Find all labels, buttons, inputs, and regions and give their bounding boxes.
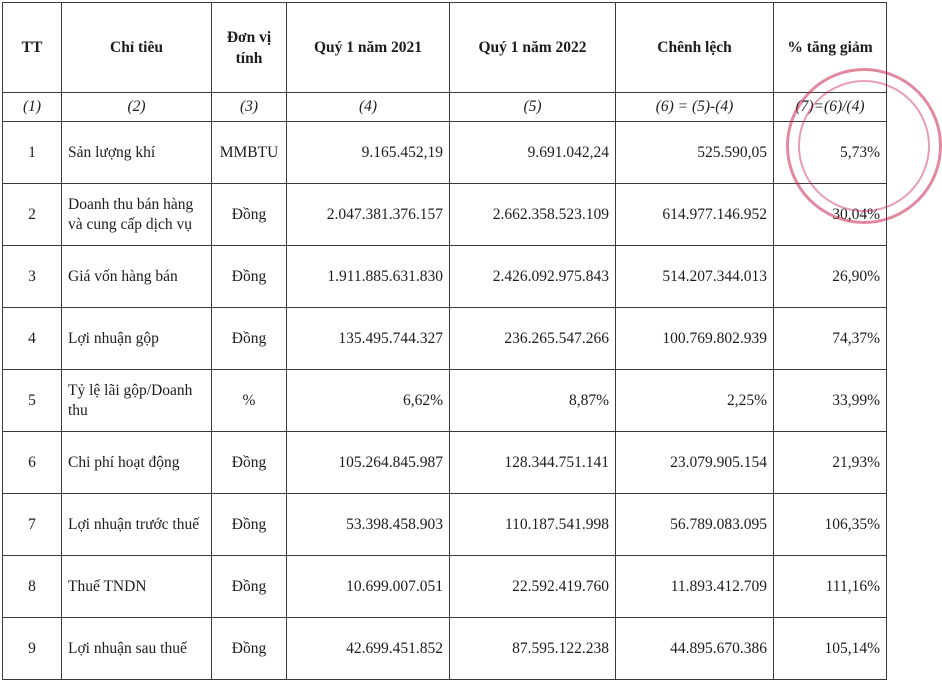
row-q1-2021: 9.165.452,19	[287, 122, 450, 184]
row-q1-2021: 135.495.744.327	[287, 308, 450, 370]
row-unit: Đồng	[212, 494, 287, 556]
header-q1-2021: Quý 1 năm 2021	[287, 3, 450, 93]
row-q1-2022: 110.187.541.998	[450, 494, 616, 556]
row-difference: 56.789.083.095	[616, 494, 774, 556]
row-q1-2022: 2.426.092.975.843	[450, 246, 616, 308]
row-q1-2022: 87.595.122.238	[450, 618, 616, 680]
header-unit: Đơn vị tính	[212, 3, 287, 93]
table-row	[3, 618, 887, 680]
row-q1-2021: 10.699.007.051	[287, 556, 450, 618]
table-row	[3, 184, 887, 246]
row-number: 4	[3, 308, 62, 370]
row-percent-change: 106,35%	[774, 494, 887, 556]
row-percent-change: 30,04%	[774, 184, 887, 246]
row-q1-2022: 236.265.547.266	[450, 308, 616, 370]
row-difference: 2,25%	[616, 370, 774, 432]
row-number: 3	[3, 246, 62, 308]
row-difference: 44.895.670.386	[616, 618, 774, 680]
table-row	[3, 308, 887, 370]
row-unit: Đồng	[212, 308, 287, 370]
row-q1-2022: 8,87%	[450, 370, 616, 432]
row-q1-2021: 6,62%	[287, 370, 450, 432]
header-percent-change: % tăng giảm	[774, 3, 887, 93]
header-q1-2022: Quý 1 năm 2022	[450, 3, 616, 93]
row-q1-2022: 2.662.358.523.109	[450, 184, 616, 246]
table-row	[3, 122, 887, 184]
row-percent-change: 74,37%	[774, 308, 887, 370]
row-q1-2021: 1.911.885.631.830	[287, 246, 450, 308]
row-unit: Đồng	[212, 184, 287, 246]
row-percent-change: 5,73%	[774, 122, 887, 184]
row-difference: 11.893.412.709	[616, 556, 774, 618]
row-q1-2021: 42.699.451.852	[287, 618, 450, 680]
row-unit: Đồng	[212, 432, 287, 494]
row-q1-2021: 53.398.458.903	[287, 494, 450, 556]
header-row	[3, 3, 887, 93]
row-percent-change: 111,16%	[774, 556, 887, 618]
column-number: (5)	[450, 93, 616, 122]
column-number-row	[3, 93, 887, 122]
column-number: (7)=(6)/(4)	[774, 93, 887, 122]
column-number: (6) = (5)-(4)	[616, 93, 774, 122]
row-percent-change: 105,14%	[774, 618, 887, 680]
row-percent-change: 21,93%	[774, 432, 887, 494]
row-number: 7	[3, 494, 62, 556]
row-unit: Đồng	[212, 618, 287, 680]
row-indicator: Giá vốn hàng bán	[62, 246, 212, 308]
row-q1-2022: 22.592.419.760	[450, 556, 616, 618]
row-number: 2	[3, 184, 62, 246]
row-difference: 514.207.344.013	[616, 246, 774, 308]
financial-table	[2, 2, 887, 680]
row-q1-2021: 2.047.381.376.157	[287, 184, 450, 246]
column-number: (4)	[287, 93, 450, 122]
row-indicator: Lợi nhuận trước thuế	[62, 494, 212, 556]
column-number: (1)	[3, 93, 62, 122]
table-row	[3, 494, 887, 556]
header-difference: Chênh lệch	[616, 3, 774, 93]
row-number: 1	[3, 122, 62, 184]
row-percent-change: 33,99%	[774, 370, 887, 432]
column-number: (3)	[212, 93, 287, 122]
row-difference: 100.769.802.939	[616, 308, 774, 370]
table-row	[3, 432, 887, 494]
row-q1-2021: 105.264.845.987	[287, 432, 450, 494]
header-tt: TT	[3, 3, 62, 93]
row-percent-change: 26,90%	[774, 246, 887, 308]
row-number: 6	[3, 432, 62, 494]
row-indicator: Thuế TNDN	[62, 556, 212, 618]
row-indicator: Lợi nhuận gộp	[62, 308, 212, 370]
table-row	[3, 556, 887, 618]
header-indicator: Chỉ tiêu	[62, 3, 212, 93]
data-rows	[3, 122, 887, 680]
row-indicator: Chi phí hoạt động	[62, 432, 212, 494]
row-difference: 614.977.146.952	[616, 184, 774, 246]
row-unit: MMBTU	[212, 122, 287, 184]
row-indicator: Tỷ lệ lãi gộp/Doanh thu	[62, 370, 212, 432]
column-number: (2)	[62, 93, 212, 122]
row-unit: %	[212, 370, 287, 432]
row-difference: 525.590,05	[616, 122, 774, 184]
row-difference: 23.079.905.154	[616, 432, 774, 494]
row-q1-2022: 128.344.751.141	[450, 432, 616, 494]
row-number: 5	[3, 370, 62, 432]
row-number: 8	[3, 556, 62, 618]
row-indicator: Lợi nhuận sau thuế	[62, 618, 212, 680]
row-unit: Đồng	[212, 556, 287, 618]
row-indicator: Doanh thu bán hàng và cung cấp dịch vụ	[62, 184, 212, 246]
row-unit: Đồng	[212, 246, 287, 308]
row-q1-2022: 9.691.042,24	[450, 122, 616, 184]
table-row	[3, 246, 887, 308]
table-row	[3, 370, 887, 432]
row-indicator: Sản lượng khí	[62, 122, 212, 184]
row-number: 9	[3, 618, 62, 680]
